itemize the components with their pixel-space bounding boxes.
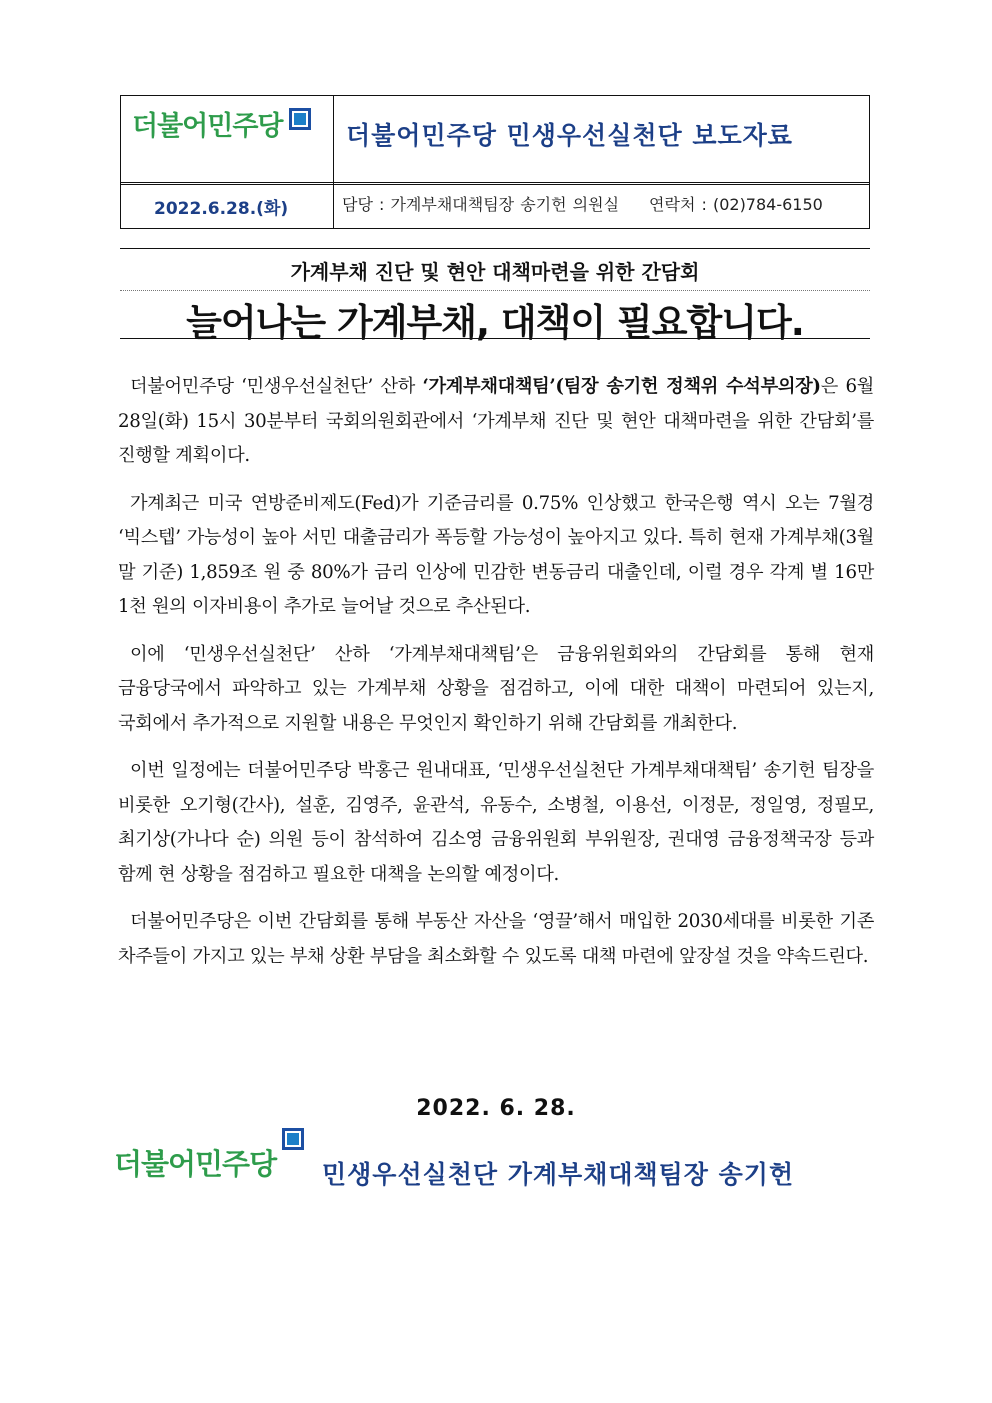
paragraph-3: 이에 ‘민생우선실천단’ 산하 ‘가계부채대책팀’은 금융위원회와의 간담회를 통해 현재 금융당국에서 파악하고 있는 가계부채 상황을 점검하고, 이에 대한 대책이 마련되어 있는지, 국회에서 추가적으로 지원할 내용은 무엇인지 확인하기 위해 간담회를 개최한다.: [118, 643, 874, 734]
subtitle: 가계부채 진단 및 현안 대책마련을 위한 간담회: [290, 260, 700, 284]
title-rule-dotted: [120, 290, 870, 291]
header-contact: [342, 192, 823, 215]
paragraph-4: 이번 일정에는 더불어민주당 박홍근 원내대표, ‘민생우선실천단 가계부채대책팀’ 송기헌 팀장을 비롯한 오기형(간사), 설훈, 김영주, 윤관석, 유동수, 소병철, 이용선, 이정문, 정일영, 정필모, 최기상(가나다 순) 의원 등이 참석하여 김소영 금융위원회 부위원장, 권대영 금융정책국장 등과 함께 현 상황을 점검하고 필요한 대책을 논의할 예정이다.: [118, 760, 874, 885]
paragraph-1-emphasis: ‘가계부채대책팀’(팀장 송기헌 정책위 수석부의장): [422, 376, 821, 397]
paragraph-1: [118, 370, 874, 474]
title-rule-bottom: [120, 338, 870, 339]
footer-party-logo-mark-icon: [280, 1128, 312, 1180]
footer-signature: 민생우선실천단 가계부채대책팀장 송기헌: [322, 1160, 795, 1189]
paragraph-2: 가계최근 미국 연방준비제도(Fed)가 기준금리를 0.75% 인상했고 한국은행 역시 오는 7월경 ‘빅스텝’ 가능성이 높아 서민 대출금리가 폭등할 가능성이 높아지고 있다. 특히 현재 가계부채(3월 말 기준) 1,859조 원 중 80%가 금리 인상에 민감한 변동금리 대출인데, 이럴 경우 각계 별 16만 1천 원의 이자비용이 추가로 늘어날 것으로 추산된다.: [118, 492, 874, 617]
party-logo-text: 더불어민주당: [132, 111, 283, 142]
header-date: 2022.6.28.(화): [154, 199, 289, 219]
title-rule-top: [120, 248, 870, 249]
footer-date: 2022. 6. 28.: [416, 1096, 576, 1121]
paragraph-1-rest: 은 6월 28일(화) 15시 30분부터 국회의원회관에서 ‘가계부채 진단 및 현안 대책마련을 위한 간담회’를 진행할 계획이다.: [118, 376, 874, 466]
body-text: [118, 370, 874, 987]
contact-phone: 연락처 : (02)784-6150: [649, 195, 823, 214]
party-logo: [132, 108, 317, 142]
footer-party-logo: [114, 1128, 312, 1180]
party-logo-mark-icon: [287, 108, 317, 142]
contact-person: 담당 : 가계부채대책팀장 송기헌 의원실: [342, 195, 620, 214]
header-divider-horizontal-double: [121, 184, 869, 185]
main-title: 늘어나는 가계부채, 대책이 필요합니다.: [186, 301, 804, 344]
footer-party-logo-text: 더불어민주당: [114, 1147, 277, 1181]
press-release-title: 더불어민주당 민생우선실천단 보도자료: [346, 121, 793, 150]
header-divider-horizontal: [121, 182, 869, 183]
paragraph-5: 더불어민주당은 이번 간담회를 통해 부동산 자산을 ‘영끌’해서 매입한 2030세대를 비롯한 기존 차주들이 가지고 있는 부채 상환 부담을 최소화할 수 있도록 대책 마련에 앞장설 것을 약속드린다.: [118, 911, 874, 967]
header-divider-vertical: [333, 96, 334, 228]
paragraph-1-lead: 더불어민주당 ‘민생우선실천단’ 산하: [130, 376, 423, 397]
